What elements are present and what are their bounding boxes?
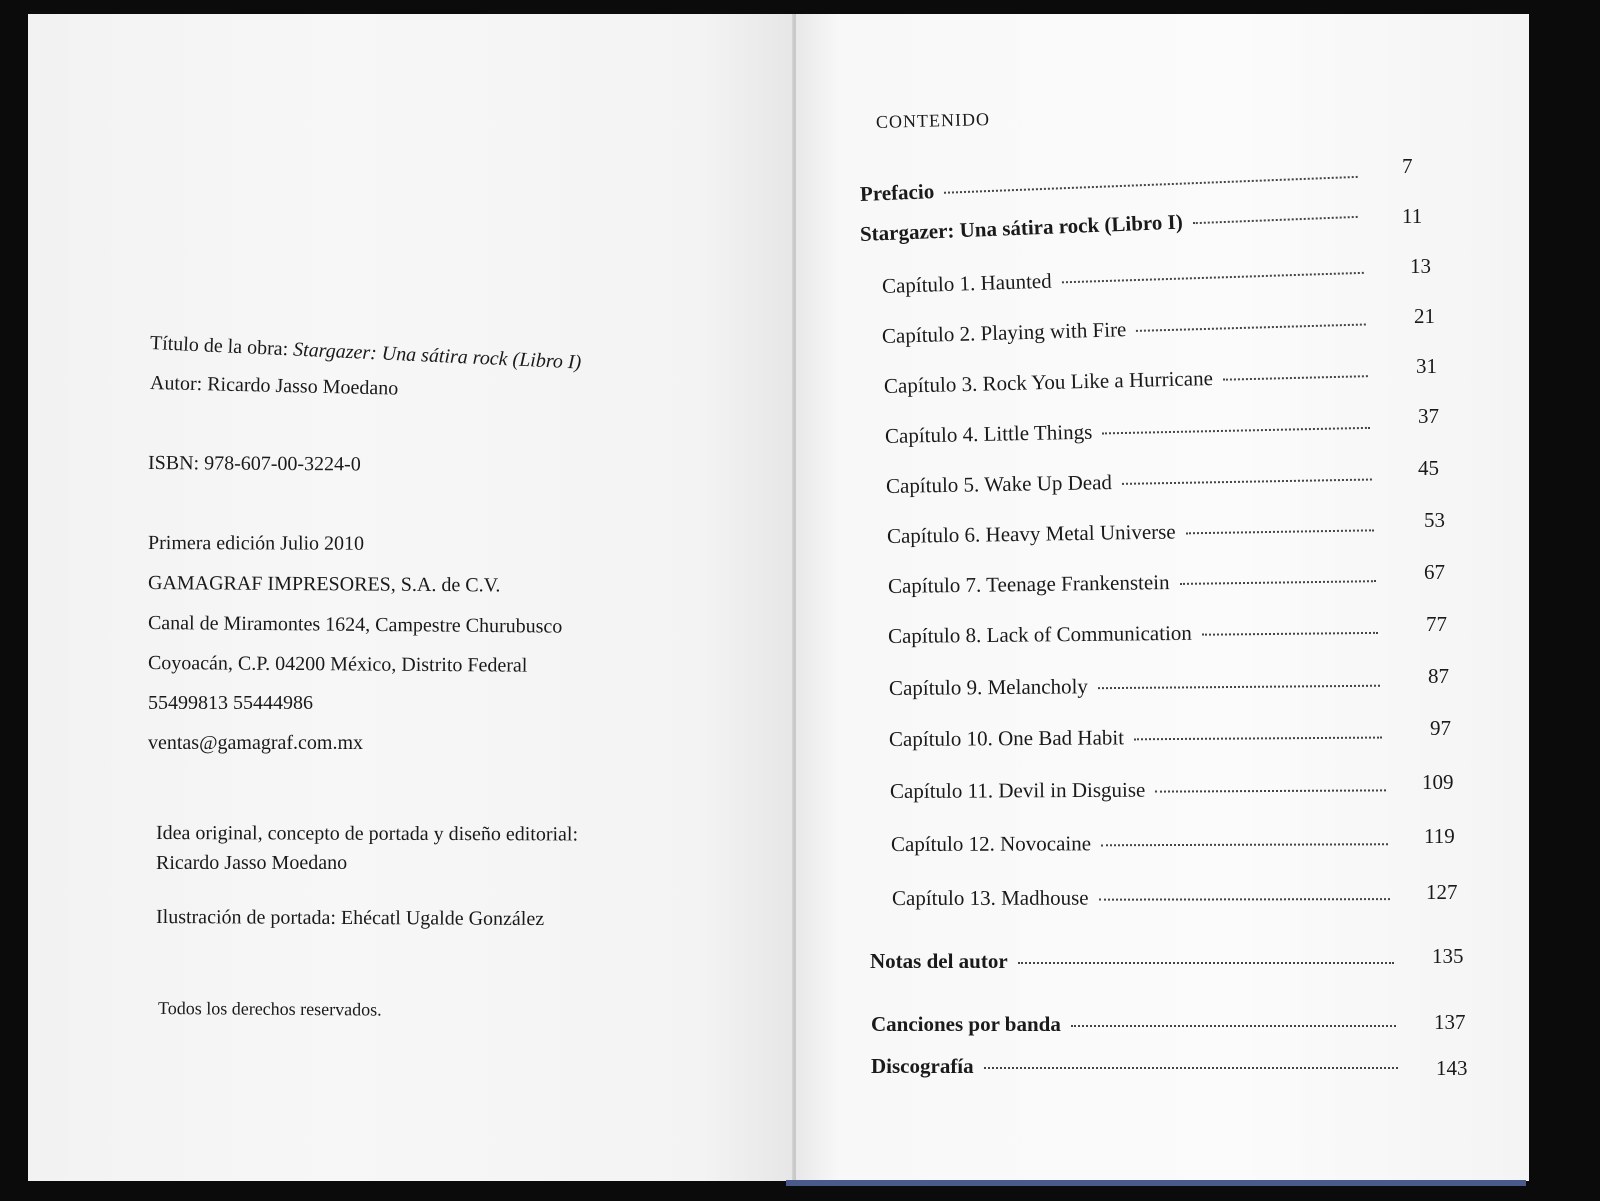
toc-entry-page: 137: [1434, 1010, 1466, 1034]
credits-line-2: Ricardo Jasso Moedano: [156, 852, 348, 874]
toc-entry: [871, 1012, 1406, 1037]
title-line: [149, 332, 581, 375]
toc-entry-page: 31: [1416, 354, 1437, 378]
toc-entry-title: Discografía: [871, 1054, 974, 1078]
toc-leader-dots: [1202, 632, 1378, 636]
printer-line: GAMAGRAF IMPRESORES, S.A. de C.V.: [147, 572, 501, 597]
toc-entry: [860, 163, 1369, 207]
toc-entry-page: 127: [1426, 880, 1458, 904]
toc-leader-dots: [1099, 898, 1390, 901]
toc-entry-page: 7: [1402, 154, 1413, 178]
toc-entry-title: Capítulo 7. Teenage Frankenstein: [887, 570, 1170, 598]
toc-entry-page: 77: [1426, 612, 1447, 636]
toc-leader-dots: [1186, 529, 1374, 534]
toc-entry-title: Stargazer: Una sátira rock (Libro I): [859, 209, 1184, 246]
toc-entry-title: Capítulo 12. Novocaine: [890, 831, 1092, 856]
toc-entry: [888, 567, 1386, 599]
toc-entry: [886, 465, 1382, 499]
toc-entry: [882, 259, 1375, 299]
isbn-line: ISBN: 978-607-00-3224-0: [147, 452, 361, 476]
left-page: [28, 14, 796, 1181]
toc-entry: [888, 619, 1388, 649]
toc-entry-title: Capítulo 5. Wake Up Dead: [885, 470, 1113, 498]
toc-entry-page: 37: [1418, 404, 1439, 428]
toc-entry: [870, 949, 1404, 974]
toc-leader-dots: [1155, 789, 1386, 792]
table-of-contents: [796, 14, 1529, 1181]
toc-leader-dots: [1136, 323, 1366, 331]
toc-entry-title: Capítulo 8. Lack of Communication: [887, 620, 1192, 648]
toc-leader-dots: [1223, 375, 1368, 381]
toc-leader-dots: [1193, 216, 1358, 224]
toc-entry-page: 13: [1410, 254, 1431, 278]
toc-entry-title: Canciones por banda: [871, 1012, 1061, 1036]
phone-line: 55499813 55444986: [148, 692, 313, 714]
credits-line-1: Idea original, concepto de portada y diseño editorial:: [155, 822, 579, 846]
toc-leader-dots: [984, 1067, 1398, 1069]
toc-entry-title: Capítulo 4. Little Things: [884, 419, 1093, 448]
edition-line: Primera edición Julio 2010: [147, 532, 365, 555]
toc-entry-title: Capítulo 13. Madhouse: [891, 885, 1089, 910]
toc-entry: [887, 516, 1384, 549]
right-page: [796, 14, 1529, 1181]
toc-entry-title: Capítulo 11. Devil in Disguise: [889, 777, 1146, 803]
toc-entry-page: 87: [1428, 664, 1449, 688]
toc-entry: [882, 310, 1377, 349]
toc-entry-page: 21: [1414, 304, 1435, 328]
address-line-2: Coyoacán, C.P. 04200 México, Distrito Federal: [147, 652, 528, 677]
toc-entry-title: Prefacio: [859, 179, 935, 206]
toc-entry-title: Capítulo 1. Haunted: [881, 268, 1053, 298]
toc-leader-dots: [1098, 685, 1380, 689]
title-work: Stargazer: Una sátira rock (Libro I): [292, 338, 582, 374]
toc-entry-page: 67: [1424, 560, 1445, 584]
toc-entry: [889, 723, 1392, 752]
toc-heading: CONTENIDO: [875, 109, 991, 132]
toc-leader-dots: [1134, 737, 1382, 741]
toc-entry: [891, 830, 1398, 857]
toc-entry-page: 109: [1422, 770, 1454, 794]
book-cover-edge: [786, 1180, 1526, 1186]
toc-entry: [884, 362, 1378, 399]
toc-entry: [892, 885, 1400, 911]
toc-leader-dots: [1062, 272, 1364, 283]
toc-entry-page: 11: [1402, 204, 1423, 228]
illustration-line: Ilustración de portada: Ehécatl Ugalde González: [155, 906, 545, 931]
rights-line: Todos los derechos reservados.: [157, 998, 382, 1020]
toc-entry: [860, 203, 1369, 247]
toc-entry-page: 119: [1424, 824, 1455, 848]
toc-leader-dots: [944, 176, 1358, 194]
email-line: ventas@gamagraf.com.mx: [148, 732, 364, 754]
toc-entry-title: Capítulo 3. Rock You Like a Hurricane: [883, 365, 1214, 398]
toc-entry-title: Capítulo 10. One Bad Habit: [888, 725, 1125, 751]
toc-leader-dots: [1018, 962, 1394, 964]
toc-leader-dots: [1071, 1025, 1396, 1027]
toc-entry: [890, 776, 1396, 804]
toc-leader-dots: [1102, 427, 1370, 435]
toc-entry-title: Capítulo 6. Heavy Metal Universe: [886, 519, 1176, 548]
toc-entry-title: Notas del autor: [870, 949, 1008, 973]
toc-leader-dots: [1101, 843, 1388, 846]
toc-leader-dots: [1122, 479, 1372, 485]
toc-entry: [889, 672, 1390, 701]
toc-entry-title: Capítulo 9. Melancholy: [888, 674, 1088, 700]
toc-entry-page: 135: [1432, 944, 1464, 968]
author-line: Autor: Ricardo Jasso Moedano: [149, 372, 399, 400]
address-line-1: Canal de Miramontes 1624, Campestre Churubusco: [147, 612, 563, 638]
toc-entry-page: 45: [1418, 456, 1439, 480]
toc-leader-dots: [1180, 580, 1376, 585]
toc-entry-page: 143: [1436, 1056, 1468, 1080]
toc-entry-title: Capítulo 2. Playing with Fire: [881, 317, 1127, 348]
toc-entry: [871, 1054, 1408, 1079]
toc-entry-page: 97: [1430, 716, 1451, 740]
toc-entry-page: 53: [1424, 508, 1445, 532]
toc-entry: [885, 414, 1380, 449]
title-label: Título de la obra:: [149, 332, 294, 361]
